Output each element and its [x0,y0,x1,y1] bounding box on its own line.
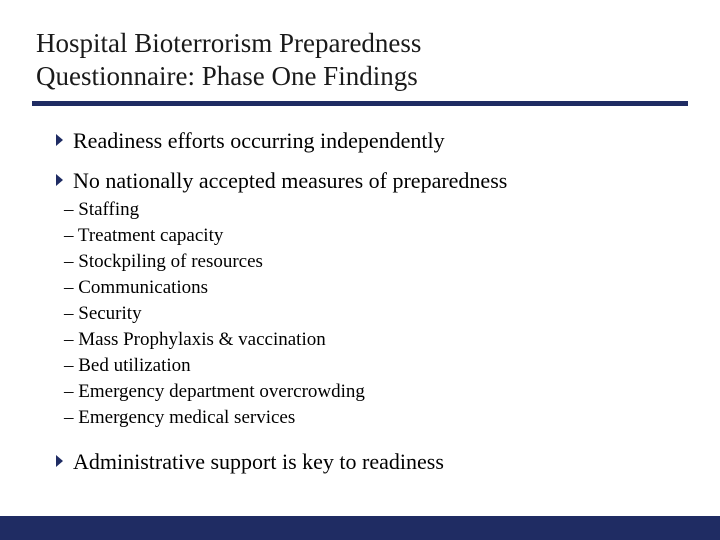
bullet-text-3: Administrative support is key to readiness [73,449,444,474]
preparedness-measures-list [64,197,365,431]
title-underline [32,101,688,106]
bullet-item-1 [56,128,445,154]
sub-list-item: – Stockpiling of resources [64,251,263,272]
triangle-right-icon [56,455,63,467]
footer-bar [0,516,720,540]
slide-title [36,27,686,93]
sub-list-item: – Communications [64,277,209,298]
sub-list-item: – Bed utilization [64,355,191,376]
sub-list-item: – Staffing [64,199,140,220]
sub-list-item: – Treatment capacity [64,225,224,246]
sub-list-item: – Mass Prophylaxis & vaccination [64,329,326,350]
triangle-right-icon [56,134,63,146]
triangle-right-icon [56,174,63,186]
sub-list-item: – Security [64,303,142,324]
slide-title-line-1: Hospital Bioterrorism Preparedness [36,28,422,58]
slide-title-line-2: Questionnaire: Phase One Findings [36,61,418,91]
bullet-text-2: No nationally accepted measures of preparedness [73,168,508,193]
sub-list-item: – Emergency medical services [64,407,296,428]
bullet-item-2 [56,168,507,194]
bullet-item-3 [56,449,444,475]
sub-list-item: – Emergency department overcrowding [64,381,365,402]
bullet-text-1: Readiness efforts occurring independently [73,128,445,153]
